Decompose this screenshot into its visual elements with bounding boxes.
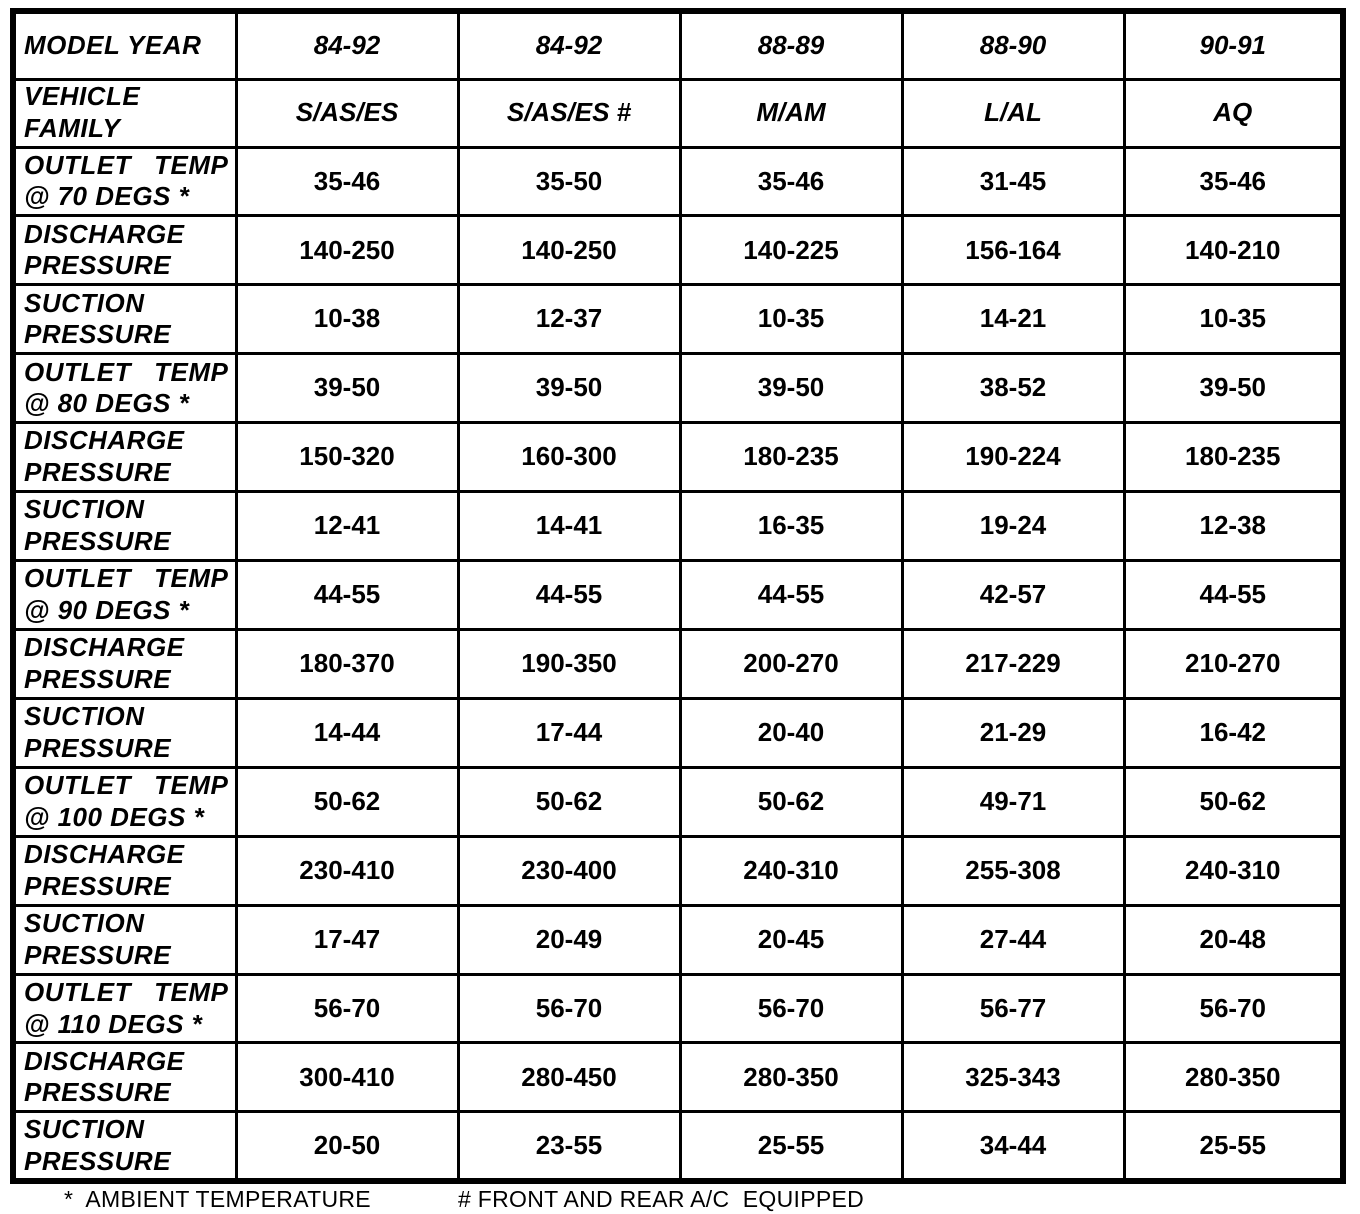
- value-cell: 200-270: [680, 629, 902, 698]
- row-label: [13, 698, 236, 767]
- value-cell: 20-45: [680, 905, 902, 974]
- value-cell: 140-250: [458, 216, 680, 285]
- row-label-line2: PRESSURE: [24, 526, 172, 557]
- row-label-line2: PRESSURE: [24, 939, 172, 970]
- value-cell: 12-41: [236, 492, 458, 561]
- value-cell: 280-350: [680, 1043, 902, 1112]
- vehicle-family-cell: L/AL: [902, 79, 1124, 147]
- value-cell: 14-41: [458, 492, 680, 561]
- table-row: [13, 836, 1343, 905]
- value-cell: 14-21: [902, 285, 1124, 354]
- value-cell: 35-46: [1124, 147, 1343, 216]
- row-label-line1: SUCTION: [24, 494, 145, 525]
- row-label-line1: DISCHARGE: [24, 218, 185, 249]
- value-cell: 39-50: [458, 354, 680, 423]
- row-label: [13, 974, 236, 1043]
- table-row: [13, 905, 1343, 974]
- row-label-line2: PRESSURE: [24, 457, 172, 488]
- model-year-label: MODEL YEAR: [13, 11, 236, 79]
- value-cell: 10-35: [680, 285, 902, 354]
- table-row: [13, 354, 1343, 423]
- ac-performance-table: [10, 8, 1346, 1184]
- value-cell: 44-55: [236, 561, 458, 630]
- vehicle-family-label: [13, 79, 236, 147]
- value-cell: 50-62: [680, 767, 902, 836]
- value-cell: 44-55: [458, 561, 680, 630]
- vehicle-family-cell: M/AM: [680, 79, 902, 147]
- row-label-line2: PRESSURE: [24, 1077, 172, 1108]
- value-cell: 217-229: [902, 629, 1124, 698]
- table-row: [13, 147, 1343, 216]
- value-cell: 34-44: [902, 1112, 1124, 1181]
- value-cell: 21-29: [902, 698, 1124, 767]
- value-cell: 140-250: [236, 216, 458, 285]
- row-label-line1: DISCHARGE: [24, 838, 185, 869]
- value-cell: 31-45: [902, 147, 1124, 216]
- value-cell: 20-50: [236, 1112, 458, 1181]
- model-year-cell: 84-92: [236, 11, 458, 79]
- value-cell: 180-235: [1124, 423, 1343, 492]
- row-label: [13, 147, 236, 216]
- model-year-cell: 88-90: [902, 11, 1124, 79]
- value-cell: 50-62: [458, 767, 680, 836]
- table-row: [13, 492, 1343, 561]
- row-label-line1: DISCHARGE: [24, 632, 185, 663]
- value-cell: 39-50: [236, 354, 458, 423]
- value-cell: 25-55: [680, 1112, 902, 1181]
- model-year-cell: 90-91: [1124, 11, 1343, 79]
- row-label-line2: @ 80 DEGS *: [24, 388, 190, 419]
- value-cell: 140-210: [1124, 216, 1343, 285]
- row-label: [13, 767, 236, 836]
- value-cell: 150-320: [236, 423, 458, 492]
- row-label: [13, 629, 236, 698]
- value-cell: 280-450: [458, 1043, 680, 1112]
- row-label-line1: OUTLET TEMP: [24, 770, 229, 801]
- row-label-line1: OUTLET TEMP: [24, 149, 229, 180]
- value-cell: 56-70: [1124, 974, 1343, 1043]
- row-label-line1: OUTLET TEMP: [24, 976, 229, 1007]
- value-cell: 12-38: [1124, 492, 1343, 561]
- row-label-line2: @ 110 DEGS *: [24, 1008, 203, 1039]
- row-label-line1: DISCHARGE: [24, 1045, 185, 1076]
- value-cell: 325-343: [902, 1043, 1124, 1112]
- footnote-front-rear-ac: # FRONT AND REAR A/C EQUIPPED: [458, 1186, 865, 1212]
- value-cell: 27-44: [902, 905, 1124, 974]
- value-cell: 49-71: [902, 767, 1124, 836]
- row-label-line2: PRESSURE: [24, 1145, 172, 1176]
- row-label-line2: PRESSURE: [24, 732, 172, 763]
- value-cell: 39-50: [1124, 354, 1343, 423]
- value-cell: 140-225: [680, 216, 902, 285]
- value-cell: 35-50: [458, 147, 680, 216]
- value-cell: 180-235: [680, 423, 902, 492]
- value-cell: 156-164: [902, 216, 1124, 285]
- value-cell: 230-410: [236, 836, 458, 905]
- table-row: [13, 1112, 1343, 1181]
- value-cell: 56-70: [458, 974, 680, 1043]
- value-cell: 35-46: [236, 147, 458, 216]
- value-cell: 56-77: [902, 974, 1124, 1043]
- value-cell: 44-55: [680, 561, 902, 630]
- row-label-line1: OUTLET TEMP: [24, 563, 229, 594]
- value-cell: 23-55: [458, 1112, 680, 1181]
- row-label: [13, 561, 236, 630]
- vehicle-family-label-line2: FAMILY: [24, 113, 121, 143]
- row-label: [13, 423, 236, 492]
- row-label-line2: PRESSURE: [24, 870, 172, 901]
- value-cell: 210-270: [1124, 629, 1343, 698]
- value-cell: 300-410: [236, 1043, 458, 1112]
- table-row: [13, 423, 1343, 492]
- value-cell: 35-46: [680, 147, 902, 216]
- value-cell: 10-38: [236, 285, 458, 354]
- value-cell: 16-35: [680, 492, 902, 561]
- value-cell: 160-300: [458, 423, 680, 492]
- table-row: [13, 698, 1343, 767]
- value-cell: 25-55: [1124, 1112, 1343, 1181]
- row-label: [13, 1043, 236, 1112]
- table-body: [13, 147, 1343, 1181]
- value-cell: 16-42: [1124, 698, 1343, 767]
- row-label-line2: @ 100 DEGS *: [24, 801, 205, 832]
- value-cell: 50-62: [236, 767, 458, 836]
- row-label-line1: OUTLET TEMP: [24, 356, 229, 387]
- value-cell: 17-47: [236, 905, 458, 974]
- vehicle-family-cell: S/AS/ES: [236, 79, 458, 147]
- value-cell: 180-370: [236, 629, 458, 698]
- value-cell: 10-35: [1124, 285, 1343, 354]
- table-row: [13, 561, 1343, 630]
- model-year-row: [13, 11, 1343, 79]
- value-cell: 255-308: [902, 836, 1124, 905]
- row-label-line1: SUCTION: [24, 907, 145, 938]
- value-cell: 14-44: [236, 698, 458, 767]
- value-cell: 19-24: [902, 492, 1124, 561]
- row-label-line2: PRESSURE: [24, 250, 172, 281]
- row-label: [13, 492, 236, 561]
- value-cell: 230-400: [458, 836, 680, 905]
- value-cell: 56-70: [680, 974, 902, 1043]
- value-cell: 44-55: [1124, 561, 1343, 630]
- row-label-line1: SUCTION: [24, 287, 145, 318]
- model-year-cell: 88-89: [680, 11, 902, 79]
- table-row: [13, 974, 1343, 1043]
- value-cell: 190-224: [902, 423, 1124, 492]
- row-label: [13, 216, 236, 285]
- value-cell: 12-37: [458, 285, 680, 354]
- table-row: [13, 216, 1343, 285]
- row-label-line1: SUCTION: [24, 701, 145, 732]
- vehicle-family-row: [13, 79, 1343, 147]
- row-label: [13, 285, 236, 354]
- vehicle-family-cell: AQ: [1124, 79, 1343, 147]
- vehicle-family-cell: S/AS/ES #: [458, 79, 680, 147]
- row-label: [13, 1112, 236, 1181]
- value-cell: 56-70: [236, 974, 458, 1043]
- row-label-line1: SUCTION: [24, 1113, 145, 1144]
- row-label: [13, 905, 236, 974]
- footnote-ambient-temperature: * AMBIENT TEMPERATURE: [64, 1186, 371, 1212]
- model-year-cell: 84-92: [458, 11, 680, 79]
- footnotes: [0, 1186, 1360, 1212]
- value-cell: 38-52: [902, 354, 1124, 423]
- row-label-line1: DISCHARGE: [24, 425, 185, 456]
- table-row: [13, 629, 1343, 698]
- table-row: [13, 1043, 1343, 1112]
- row-label: [13, 354, 236, 423]
- vehicle-family-label-line1: VEHICLE: [24, 81, 141, 112]
- table-row: [13, 285, 1343, 354]
- value-cell: 20-49: [458, 905, 680, 974]
- value-cell: 17-44: [458, 698, 680, 767]
- table-row: [13, 767, 1343, 836]
- value-cell: 280-350: [1124, 1043, 1343, 1112]
- value-cell: 50-62: [1124, 767, 1343, 836]
- value-cell: 20-48: [1124, 905, 1343, 974]
- value-cell: 39-50: [680, 354, 902, 423]
- row-label-line2: PRESSURE: [24, 663, 172, 694]
- row-label-line2: @ 70 DEGS *: [24, 181, 190, 212]
- value-cell: 190-350: [458, 629, 680, 698]
- row-label-line2: @ 90 DEGS *: [24, 594, 190, 625]
- row-label: [13, 836, 236, 905]
- value-cell: 42-57: [902, 561, 1124, 630]
- value-cell: 240-310: [680, 836, 902, 905]
- value-cell: 240-310: [1124, 836, 1343, 905]
- value-cell: 20-40: [680, 698, 902, 767]
- row-label-line2: PRESSURE: [24, 319, 172, 350]
